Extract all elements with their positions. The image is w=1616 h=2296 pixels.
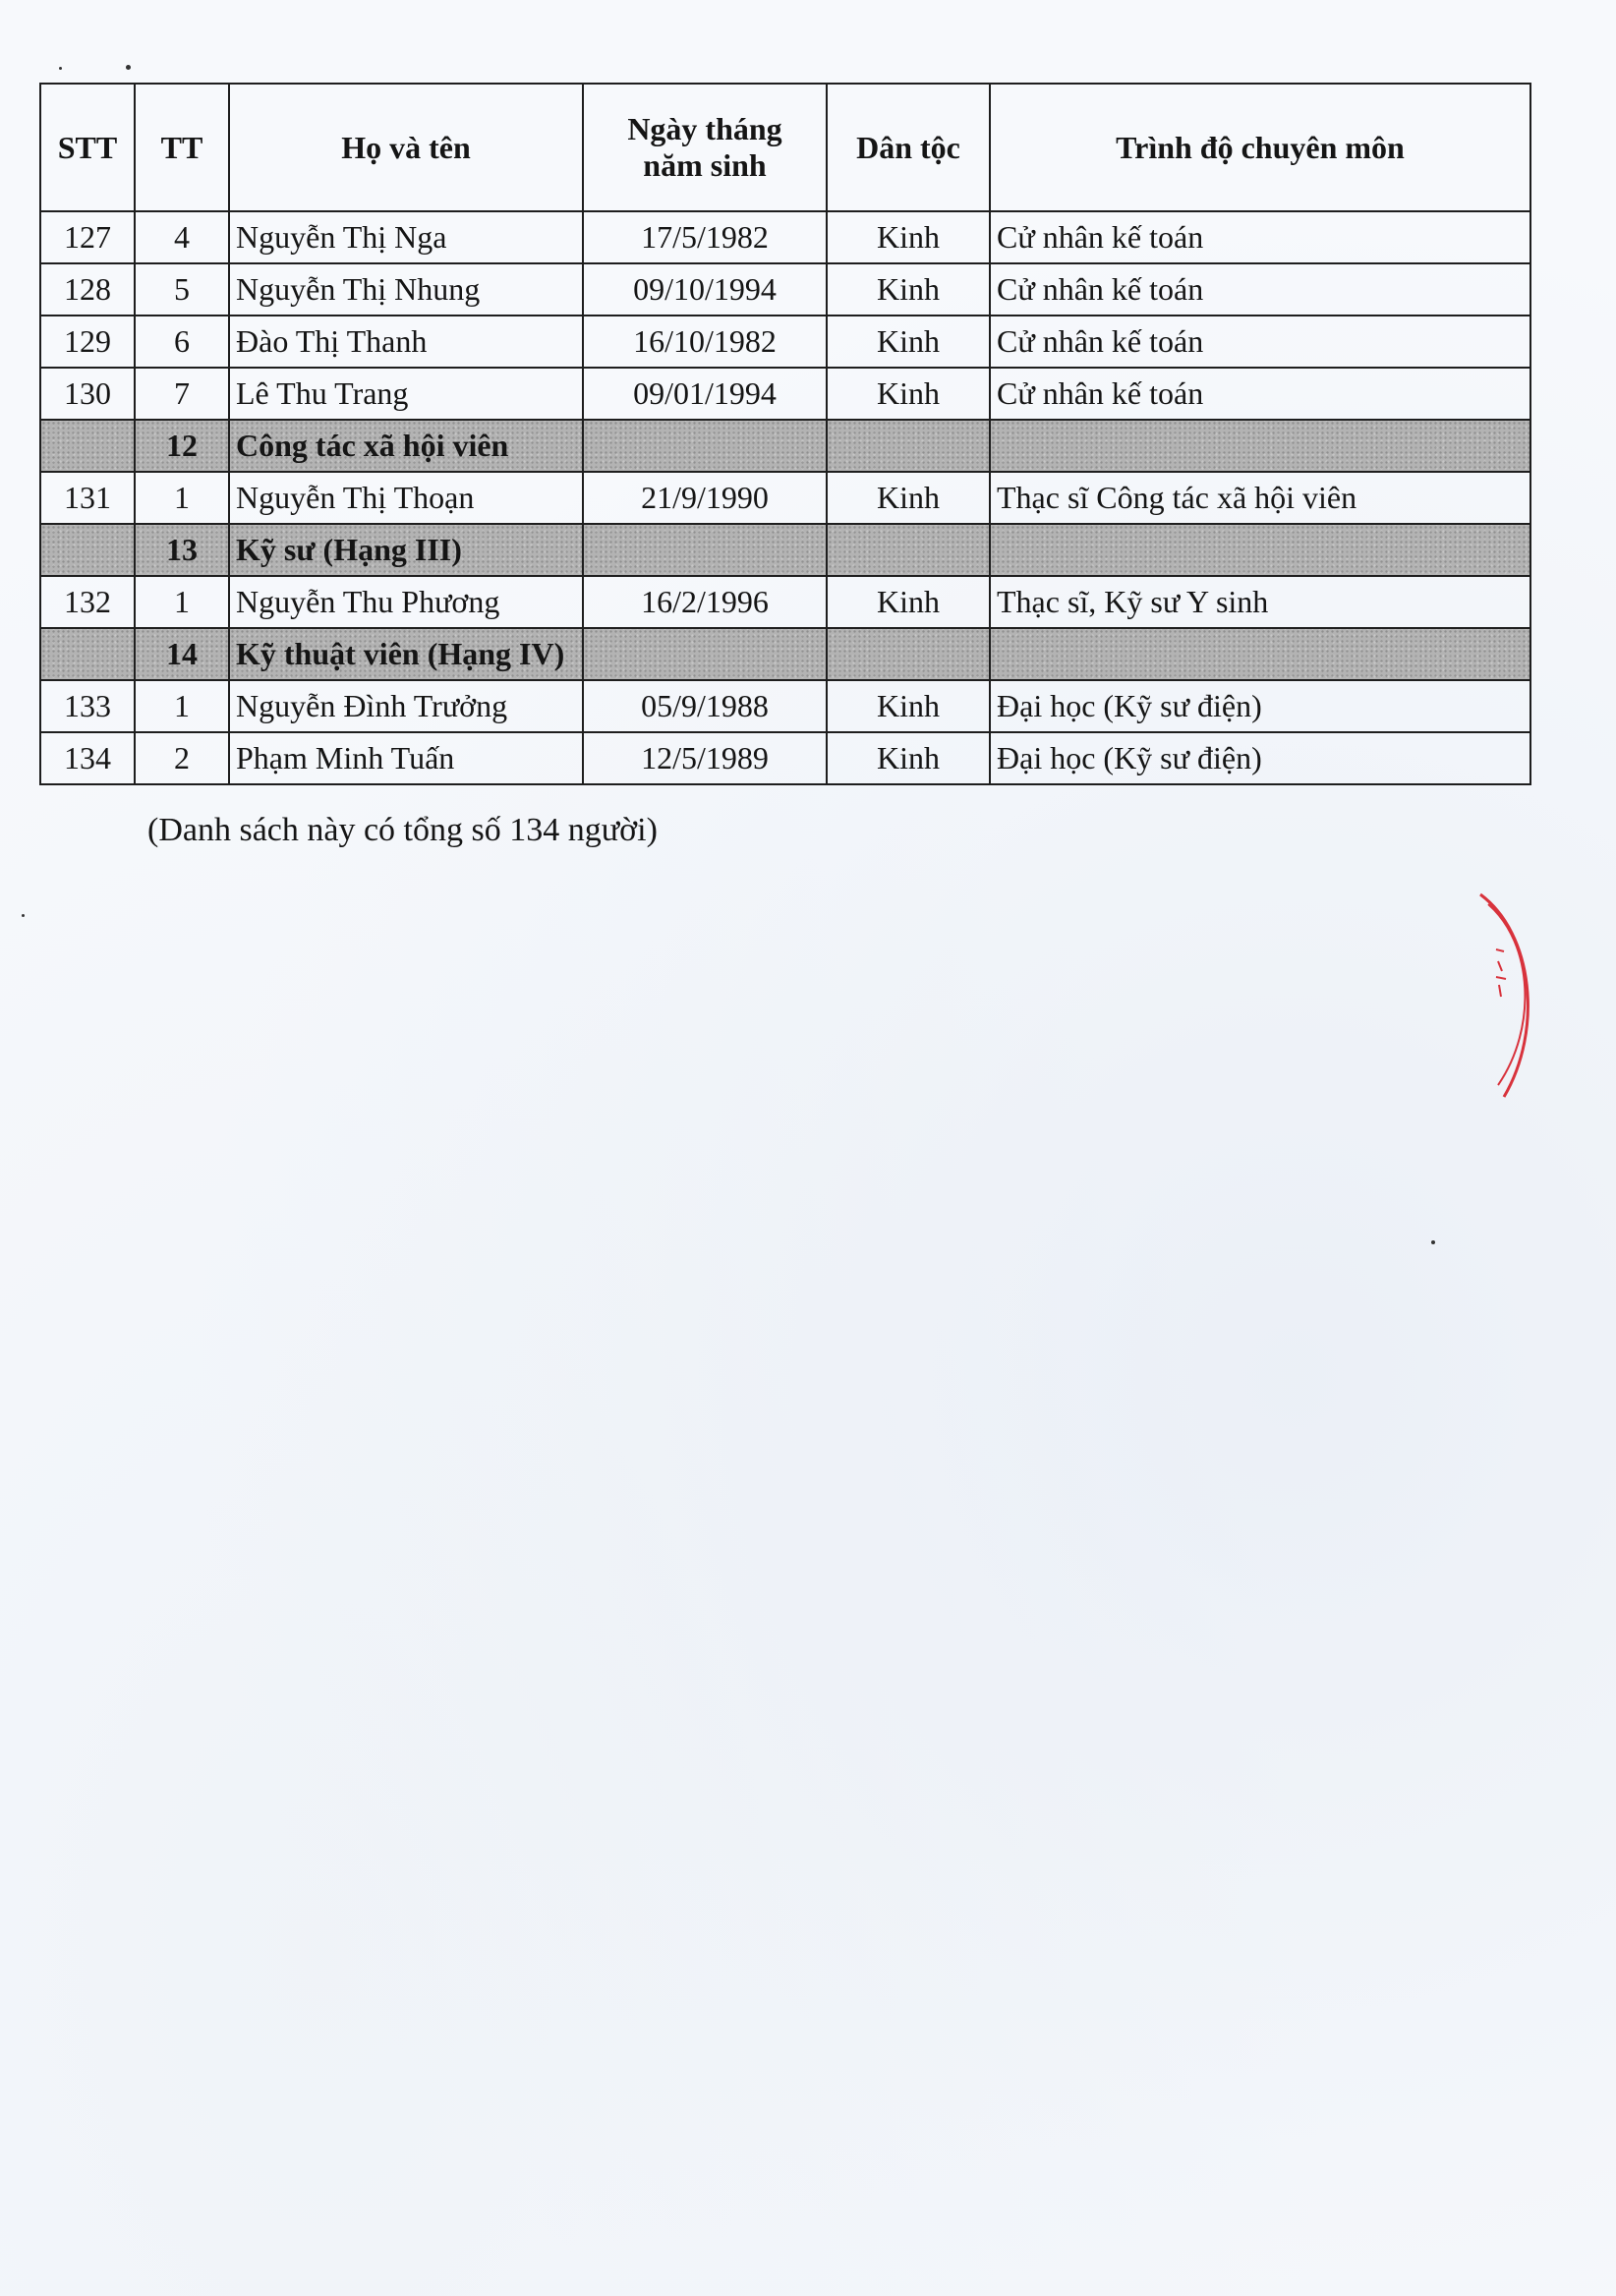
header-dob-line2: năm sinh xyxy=(643,147,767,183)
cell-name: Nguyễn Đình Trưởng xyxy=(229,680,583,732)
cell-tt: 5 xyxy=(135,263,229,316)
header-name: Họ và tên xyxy=(229,84,583,211)
cell-qualification: Thạc sĩ, Kỹ sư Y sinh xyxy=(990,576,1530,628)
cell-stt: 133 xyxy=(40,680,135,732)
cell-dob: 09/01/1994 xyxy=(583,368,827,420)
cell-tt: 7 xyxy=(135,368,229,420)
table-row xyxy=(40,263,1530,316)
cell-qualification: Cử nhân kế toán xyxy=(990,368,1530,420)
cell-tt: 1 xyxy=(135,472,229,524)
cell-ethnicity: Kinh xyxy=(827,680,990,732)
cell-qualification: Đại học (Kỹ sư điện) xyxy=(990,680,1530,732)
cell-tt: 1 xyxy=(135,576,229,628)
cell-stt-empty xyxy=(40,628,135,680)
cell-ethnicity: Kinh xyxy=(827,263,990,316)
group-heading-row xyxy=(40,628,1530,680)
cell-dob: 16/2/1996 xyxy=(583,576,827,628)
cell-qualification: Cử nhân kế toán xyxy=(990,263,1530,316)
cell-name: Nguyễn Thị Nhung xyxy=(229,263,583,316)
cell-name: Nguyễn Thị Thoạn xyxy=(229,472,583,524)
cell-qualification-empty xyxy=(990,420,1530,472)
cell-stt: 129 xyxy=(40,316,135,368)
scan-speck xyxy=(126,65,131,70)
header-dob-line1: Ngày tháng xyxy=(627,111,782,147)
cell-dob: 12/5/1989 xyxy=(583,732,827,784)
scan-speck xyxy=(1431,1240,1435,1244)
staff-list-table xyxy=(39,83,1531,785)
cell-stt: 131 xyxy=(40,472,135,524)
cell-name: Lê Thu Trang xyxy=(229,368,583,420)
cell-dob: 17/5/1982 xyxy=(583,211,827,263)
table-header-row xyxy=(40,84,1530,211)
scan-speck xyxy=(22,914,25,917)
cell-tt: 4 xyxy=(135,211,229,263)
group-number: 12 xyxy=(135,420,229,472)
cell-dob: 16/10/1982 xyxy=(583,316,827,368)
group-title: Công tác xã hội viên xyxy=(229,420,583,472)
group-heading-row xyxy=(40,420,1530,472)
cell-ethnicity: Kinh xyxy=(827,732,990,784)
cell-dob-empty xyxy=(583,420,827,472)
table-row xyxy=(40,211,1530,263)
seal-lettering-mark xyxy=(1496,949,1506,997)
cell-dob: 09/10/1994 xyxy=(583,263,827,316)
cell-qualification: Đại học (Kỹ sư điện) xyxy=(990,732,1530,784)
cell-stt-empty xyxy=(40,420,135,472)
table-row xyxy=(40,732,1530,784)
list-total-note: (Danh sách này có tổng số 134 người) xyxy=(147,812,658,848)
cell-tt: 2 xyxy=(135,732,229,784)
group-title: Kỹ sư (Hạng III) xyxy=(229,524,583,576)
cell-dob: 21/9/1990 xyxy=(583,472,827,524)
cell-ethnicity-empty xyxy=(827,420,990,472)
cell-name: Đào Thị Thanh xyxy=(229,316,583,368)
header-date-of-birth xyxy=(583,84,827,211)
table-row xyxy=(40,472,1530,524)
group-number: 13 xyxy=(135,524,229,576)
group-title: Kỹ thuật viên (Hạng IV) xyxy=(229,628,583,680)
table-row xyxy=(40,368,1530,420)
cell-dob-empty xyxy=(583,628,827,680)
cell-dob: 05/9/1988 xyxy=(583,680,827,732)
cell-stt: 127 xyxy=(40,211,135,263)
cell-stt: 134 xyxy=(40,732,135,784)
cell-ethnicity: Kinh xyxy=(827,472,990,524)
cell-tt: 1 xyxy=(135,680,229,732)
scan-speck xyxy=(59,67,62,70)
cell-stt: 130 xyxy=(40,368,135,420)
header-stt: STT xyxy=(40,84,135,211)
cell-stt: 128 xyxy=(40,263,135,316)
cell-ethnicity-empty xyxy=(827,524,990,576)
red-seal-fragment xyxy=(1469,883,1547,1109)
table-row xyxy=(40,316,1530,368)
cell-ethnicity: Kinh xyxy=(827,368,990,420)
cell-name: Nguyễn Thị Nga xyxy=(229,211,583,263)
cell-qualification-empty xyxy=(990,524,1530,576)
cell-qualification-empty xyxy=(990,628,1530,680)
cell-ethnicity: Kinh xyxy=(827,316,990,368)
cell-qualification: Cử nhân kế toán xyxy=(990,211,1530,263)
table-row xyxy=(40,576,1530,628)
seal-outer-arc xyxy=(1480,894,1528,1097)
table-row xyxy=(40,680,1530,732)
cell-name: Phạm Minh Tuấn xyxy=(229,732,583,784)
cell-tt: 6 xyxy=(135,316,229,368)
cell-name: Nguyễn Thu Phương xyxy=(229,576,583,628)
cell-ethnicity: Kinh xyxy=(827,576,990,628)
cell-ethnicity-empty xyxy=(827,628,990,680)
cell-stt: 132 xyxy=(40,576,135,628)
group-heading-row xyxy=(40,524,1530,576)
cell-dob-empty xyxy=(583,524,827,576)
cell-stt-empty xyxy=(40,524,135,576)
header-tt: TT xyxy=(135,84,229,211)
cell-ethnicity: Kinh xyxy=(827,211,990,263)
cell-qualification: Thạc sĩ Công tác xã hội viên xyxy=(990,472,1530,524)
cell-qualification: Cử nhân kế toán xyxy=(990,316,1530,368)
group-number: 14 xyxy=(135,628,229,680)
header-qualification: Trình độ chuyên môn xyxy=(990,84,1530,211)
header-ethnicity: Dân tộc xyxy=(827,84,990,211)
